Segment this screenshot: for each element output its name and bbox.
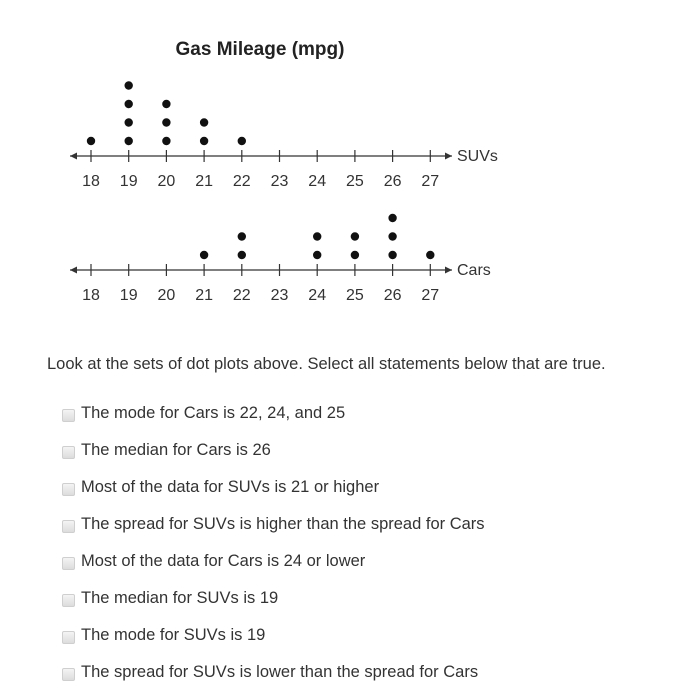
data-dot — [162, 100, 170, 108]
option-1[interactable] — [62, 395, 485, 432]
checkbox[interactable] — [62, 446, 75, 459]
option-3[interactable] — [62, 469, 485, 506]
tick-label: 18 — [82, 287, 100, 304]
tick-label: 20 — [157, 173, 176, 190]
option-4[interactable] — [62, 506, 485, 543]
data-dot — [87, 137, 95, 145]
tick-label: 21 — [195, 287, 213, 304]
checkbox[interactable] — [62, 668, 75, 681]
chart-title: Gas Mileage (mpg) — [175, 39, 345, 60]
tick-label: 23 — [270, 287, 289, 304]
option-label: Most of the data for Cars is 24 or lower — [81, 552, 366, 570]
data-dot — [388, 251, 396, 259]
tick-label: 27 — [421, 287, 440, 304]
checkbox[interactable] — [62, 409, 75, 422]
checkbox[interactable] — [62, 557, 75, 570]
data-dot — [162, 118, 170, 126]
option-2[interactable] — [62, 432, 485, 469]
data-dot — [388, 232, 396, 240]
tick-label: 22 — [232, 173, 251, 190]
option-label: The median for Cars is 26 — [81, 441, 271, 459]
data-dot — [200, 251, 208, 259]
data-dot — [125, 118, 133, 126]
tick-label: 21 — [195, 173, 213, 190]
axis-arrow-left — [70, 153, 77, 160]
tick-label: 24 — [308, 173, 327, 190]
tick-label: 25 — [346, 173, 364, 190]
tick-label: 23 — [270, 173, 289, 190]
axis-arrow-right — [445, 267, 452, 274]
data-dot — [313, 251, 321, 259]
tick-label: 22 — [232, 287, 251, 304]
data-dot — [200, 137, 208, 145]
checkbox[interactable] — [62, 631, 75, 644]
data-dot — [125, 100, 133, 108]
option-label: Most of the data for SUVs is 21 or higher — [81, 478, 380, 496]
answer-options — [62, 395, 485, 691]
tick-label: 26 — [383, 173, 402, 190]
tick-label: 24 — [308, 287, 327, 304]
tick-label: 26 — [383, 287, 402, 304]
option-5[interactable] — [62, 543, 485, 580]
option-label: The spread for SUVs is higher than the spread for Cars — [81, 515, 485, 533]
tick-label: 20 — [157, 287, 176, 304]
option-label: The median for SUVs is 19 — [81, 589, 279, 607]
checkbox[interactable] — [62, 594, 75, 607]
data-dot — [351, 232, 359, 240]
data-dot — [238, 137, 246, 145]
option-label: The mode for SUVs is 19 — [81, 626, 266, 644]
data-dot — [125, 137, 133, 145]
option-6[interactable] — [62, 580, 485, 617]
tick-label: 19 — [119, 287, 138, 304]
tick-label: 19 — [119, 173, 138, 190]
data-dot — [238, 232, 246, 240]
data-dot — [426, 251, 434, 259]
data-dot — [125, 81, 133, 89]
question-prompt: Look at the sets of dot plots above. Select all statements below that are true. — [47, 355, 606, 373]
tick-label: 18 — [82, 173, 100, 190]
checkbox[interactable] — [62, 483, 75, 496]
data-dot — [313, 232, 321, 240]
option-label: The spread for SUVs is lower than the spread for Cars — [81, 663, 479, 681]
option-8[interactable] — [62, 654, 485, 691]
checkbox[interactable] — [62, 520, 75, 533]
series-label: SUVs — [457, 148, 498, 165]
axis-arrow-right — [445, 153, 452, 160]
data-dot — [200, 118, 208, 126]
data-dot — [238, 251, 246, 259]
axis-arrow-left — [70, 267, 77, 274]
data-dot — [388, 214, 396, 222]
series-label: Cars — [457, 262, 491, 279]
option-7[interactable] — [62, 617, 485, 654]
option-label: The mode for Cars is 22, 24, and 25 — [81, 404, 346, 422]
dot-plot-figure — [0, 0, 679, 340]
tick-label: 27 — [421, 173, 440, 190]
tick-label: 25 — [346, 287, 364, 304]
data-dot — [162, 137, 170, 145]
data-dot — [351, 251, 359, 259]
